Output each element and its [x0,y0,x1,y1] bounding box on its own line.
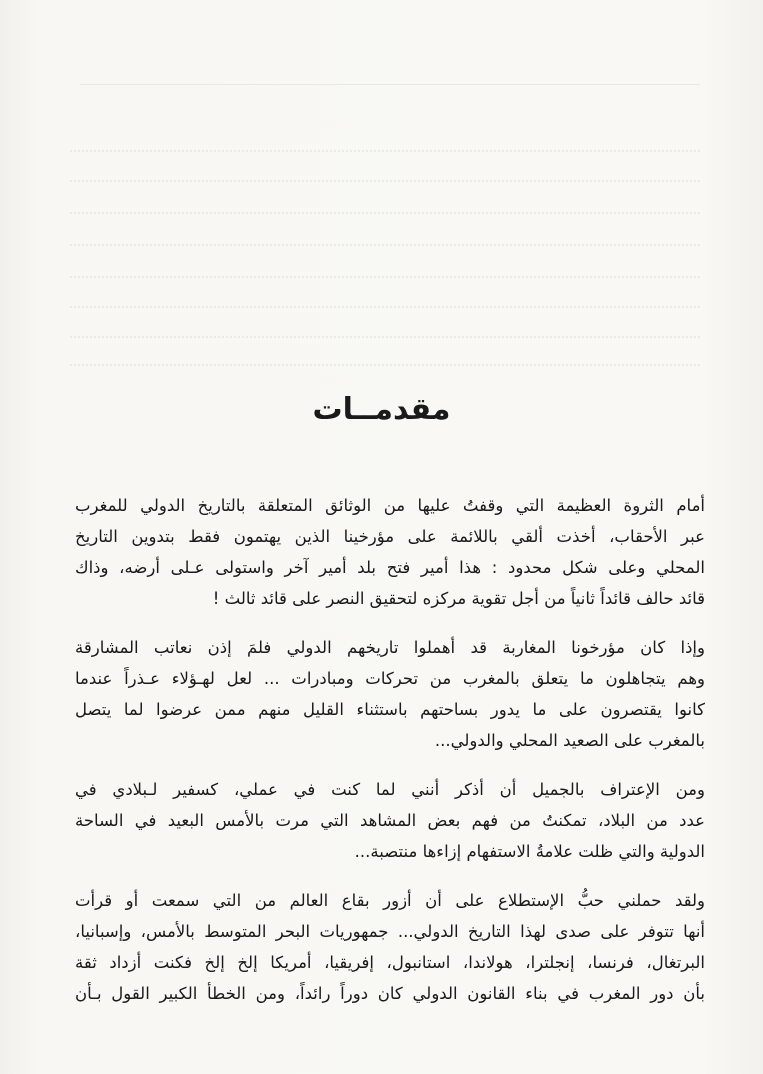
body-text [75,490,705,1027]
paragraph [75,885,705,1009]
bleed-through-line [70,364,700,376]
text-line: وإذا كان مؤرخونا المغاربة قد أهملوا تاريخهم الدولي فلمَ إذن نعاتب المشارقة [75,638,705,657]
text-line: بأن دور المغرب في بناء القانون الدولي كان دوراً رائداً، ومن الخطأ الكبير القول بـأن [75,984,705,1003]
paragraph [75,490,705,614]
text-line: عدد من البلاد، تمكنتُ من فهم بعض المشاهد التي مرت بالأمس البعيد في الساحة [75,811,705,830]
bleed-through-line [70,212,700,224]
text-line: الدولية والتي ظلت علامةُ الاستفهام إزاءها منتصبة... [354,842,705,861]
text-line: كانوا يقتصرون على ما يدور بساحتهم باستثناء القليل منهم ممن عرضوا لما يتصل [75,700,705,719]
text-line: أمام الثروة العظيمة التي وقفتُ عليها من الوثائق المتعلقة بالتاريخ الدولي للمغرب [75,496,705,515]
text-line: ولقد حملني حبُّ الإستطلاع على أن أزور بقاع العالم من التي سمعت أو قرأت [75,891,705,910]
text-line: أنها تتوفر على صدى لهذا التاريخ الدولي... جمهوريات البحر المتوسط بالأمس، وإسبانيا، [75,922,705,941]
text-line: وهم يتجاهلون ما يتعلق بالمغرب من تحركات ومبادرات ... لعل لهـؤلاء عـذراً عندما [75,669,705,688]
text-line: عبر الأحقاب، أخذت ألقي باللائمة على مؤرخينا الذين يهتمون فقط بتدوين التاريخ [75,527,705,546]
paragraph [75,632,705,756]
text-line: بالمغرب على الصعيد المحلي والدولي... [434,731,705,750]
bleed-through-line [70,306,700,318]
bleed-through-line [70,336,700,348]
page-title: مقدمــات [312,392,451,427]
text-line: ومن الإعتراف بالجميل أن أذكر أنني لما كنت في عملي، كسفير لـبلادي في [75,780,705,799]
bleed-through-line [70,276,700,288]
bleed-through-header [80,62,700,85]
text-line: قائد حالف قائداً ثانياً من أجل تقوية مركزه لتحقيق النصر على قائد ثالث ! [212,589,705,608]
text-line: المحلي وعلى شكل محدود : هذا أمير فتح بلد أمير آخر واستولى عـلى أرضه، وذاك [75,558,705,577]
paragraph [75,774,705,867]
text-line: البرتغال، فرنسا، إنجلترا، هولاندا، استانبول، إفريقيا، أمريكا إلخ إلخ فكنت أزداد ثقة [75,953,705,972]
bleed-through-line [70,244,700,256]
bleed-through-line [70,150,700,162]
bleed-through-line [70,180,700,192]
